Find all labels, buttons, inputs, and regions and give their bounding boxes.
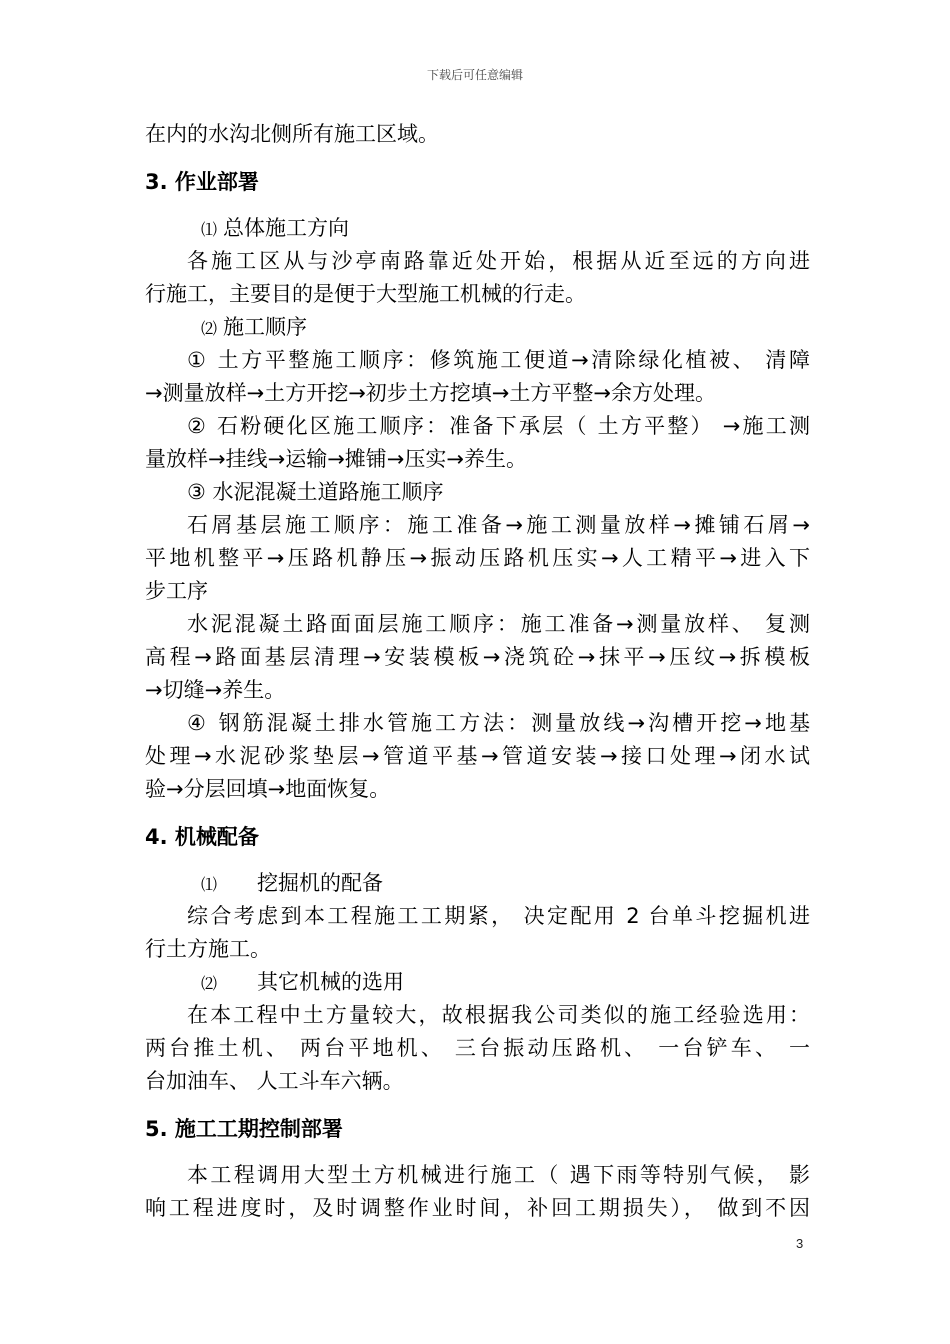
- subsection-title-text: 总体施工方向: [223, 216, 350, 240]
- section-heading-4: 4. 机械配备: [145, 825, 259, 849]
- paragraph-line: ③ 水泥混凝土道路施工顺序: [187, 480, 444, 504]
- paragraph-line: 两台推土机、 两台平地机、 三台振动压路机、 一台铲车、 一: [145, 1036, 810, 1060]
- paragraph-line: 各施工区从与沙亭南路靠近处开始，根据从近至远的方向进: [187, 249, 810, 273]
- paragraph-line: ② 石粉硬化区施工顺序：准备下承层（ 土方平整） →施工测: [187, 414, 810, 438]
- subsection-title: [145, 311, 810, 344]
- paragraph-line: →测量放样→土方开挖→初步土方挖填→土方平整→余方处理。: [145, 381, 716, 405]
- section-heading-3: 3. 作业部署: [145, 170, 259, 194]
- paragraph-line: 高程→路面基层清理→安装模板→浇筑砼→抹平→压纹→拆模板: [145, 645, 810, 669]
- subsection-number: ⑴: [201, 875, 218, 894]
- subsection-title: [145, 867, 810, 900]
- paragraph-line: 在内的水沟北侧所有施工区域。: [145, 122, 439, 146]
- subsection-title-text: 挖掘机的配备: [257, 871, 384, 895]
- paragraph-line: ④ 钢筋混凝土排水管施工方法：测量放线→沟槽开挖→地基: [187, 711, 810, 735]
- subsection-title: [145, 212, 810, 245]
- paragraph-line: ① 土方平整施工顺序：修筑施工便道→清除绿化植被、 清障: [187, 348, 810, 372]
- paragraph-line: 步工序: [145, 579, 208, 603]
- paragraph-line: 行施工，主要目的是便于大型施工机械的行走。: [145, 282, 586, 306]
- page-header: 下载后可任意编辑: [426, 68, 523, 82]
- subsection-title: [145, 966, 810, 999]
- subsection-title-text: 施工顺序: [223, 315, 308, 339]
- paragraph-line: 本工程调用大型土方机械进行施工（ 遇下雨等特别气候， 影: [187, 1163, 810, 1187]
- paragraph-line: 验→分层回填→地面恢复。: [145, 777, 391, 801]
- paragraph-line: 处理→水泥砂浆垫层→管道平基→管道安装→接口处理→闭水试: [145, 744, 810, 768]
- paragraph-line: →切缝→养生。: [145, 678, 286, 702]
- paragraph-line: 石屑基层施工顺序：施工准备→施工测量放样→摊铺石屑→: [187, 513, 810, 537]
- document-body: [145, 118, 810, 1225]
- page-number: 3: [796, 1236, 804, 1251]
- paragraph-line: 台加油车、 人工斗车六辆。: [145, 1069, 404, 1093]
- paragraph-line: 行土方施工。: [145, 937, 271, 961]
- paragraph-line: 综合考虑到本工程施工工期紧， 决定配用 2 台单斗挖掘机进: [187, 904, 810, 928]
- subsection-number: ⑵: [201, 319, 218, 338]
- subsection-number: ⑴: [201, 220, 218, 239]
- section-heading-5: 5. 施工工期控制部署: [145, 1117, 343, 1141]
- subsection-title-text: 其它机械的选用: [257, 970, 405, 994]
- paragraph-line: 响工程进度时，及时调整作业时间，补回工期损失）， 做到不因: [145, 1196, 810, 1220]
- paragraph-line: 量放样→挂线→运输→摊铺→压实→养生。: [145, 447, 527, 471]
- paragraph-line: 水泥混凝土路面面层施工顺序：施工准备→测量放样、 复测: [187, 612, 810, 636]
- paragraph-line: 在本工程中土方量较大，故根据我公司类似的施工经验选用：: [187, 1003, 810, 1027]
- paragraph-line: 平地机整平→压路机静压→振动压路机压实→人工精平→进入下: [145, 546, 810, 570]
- subsection-number: ⑵: [201, 974, 218, 993]
